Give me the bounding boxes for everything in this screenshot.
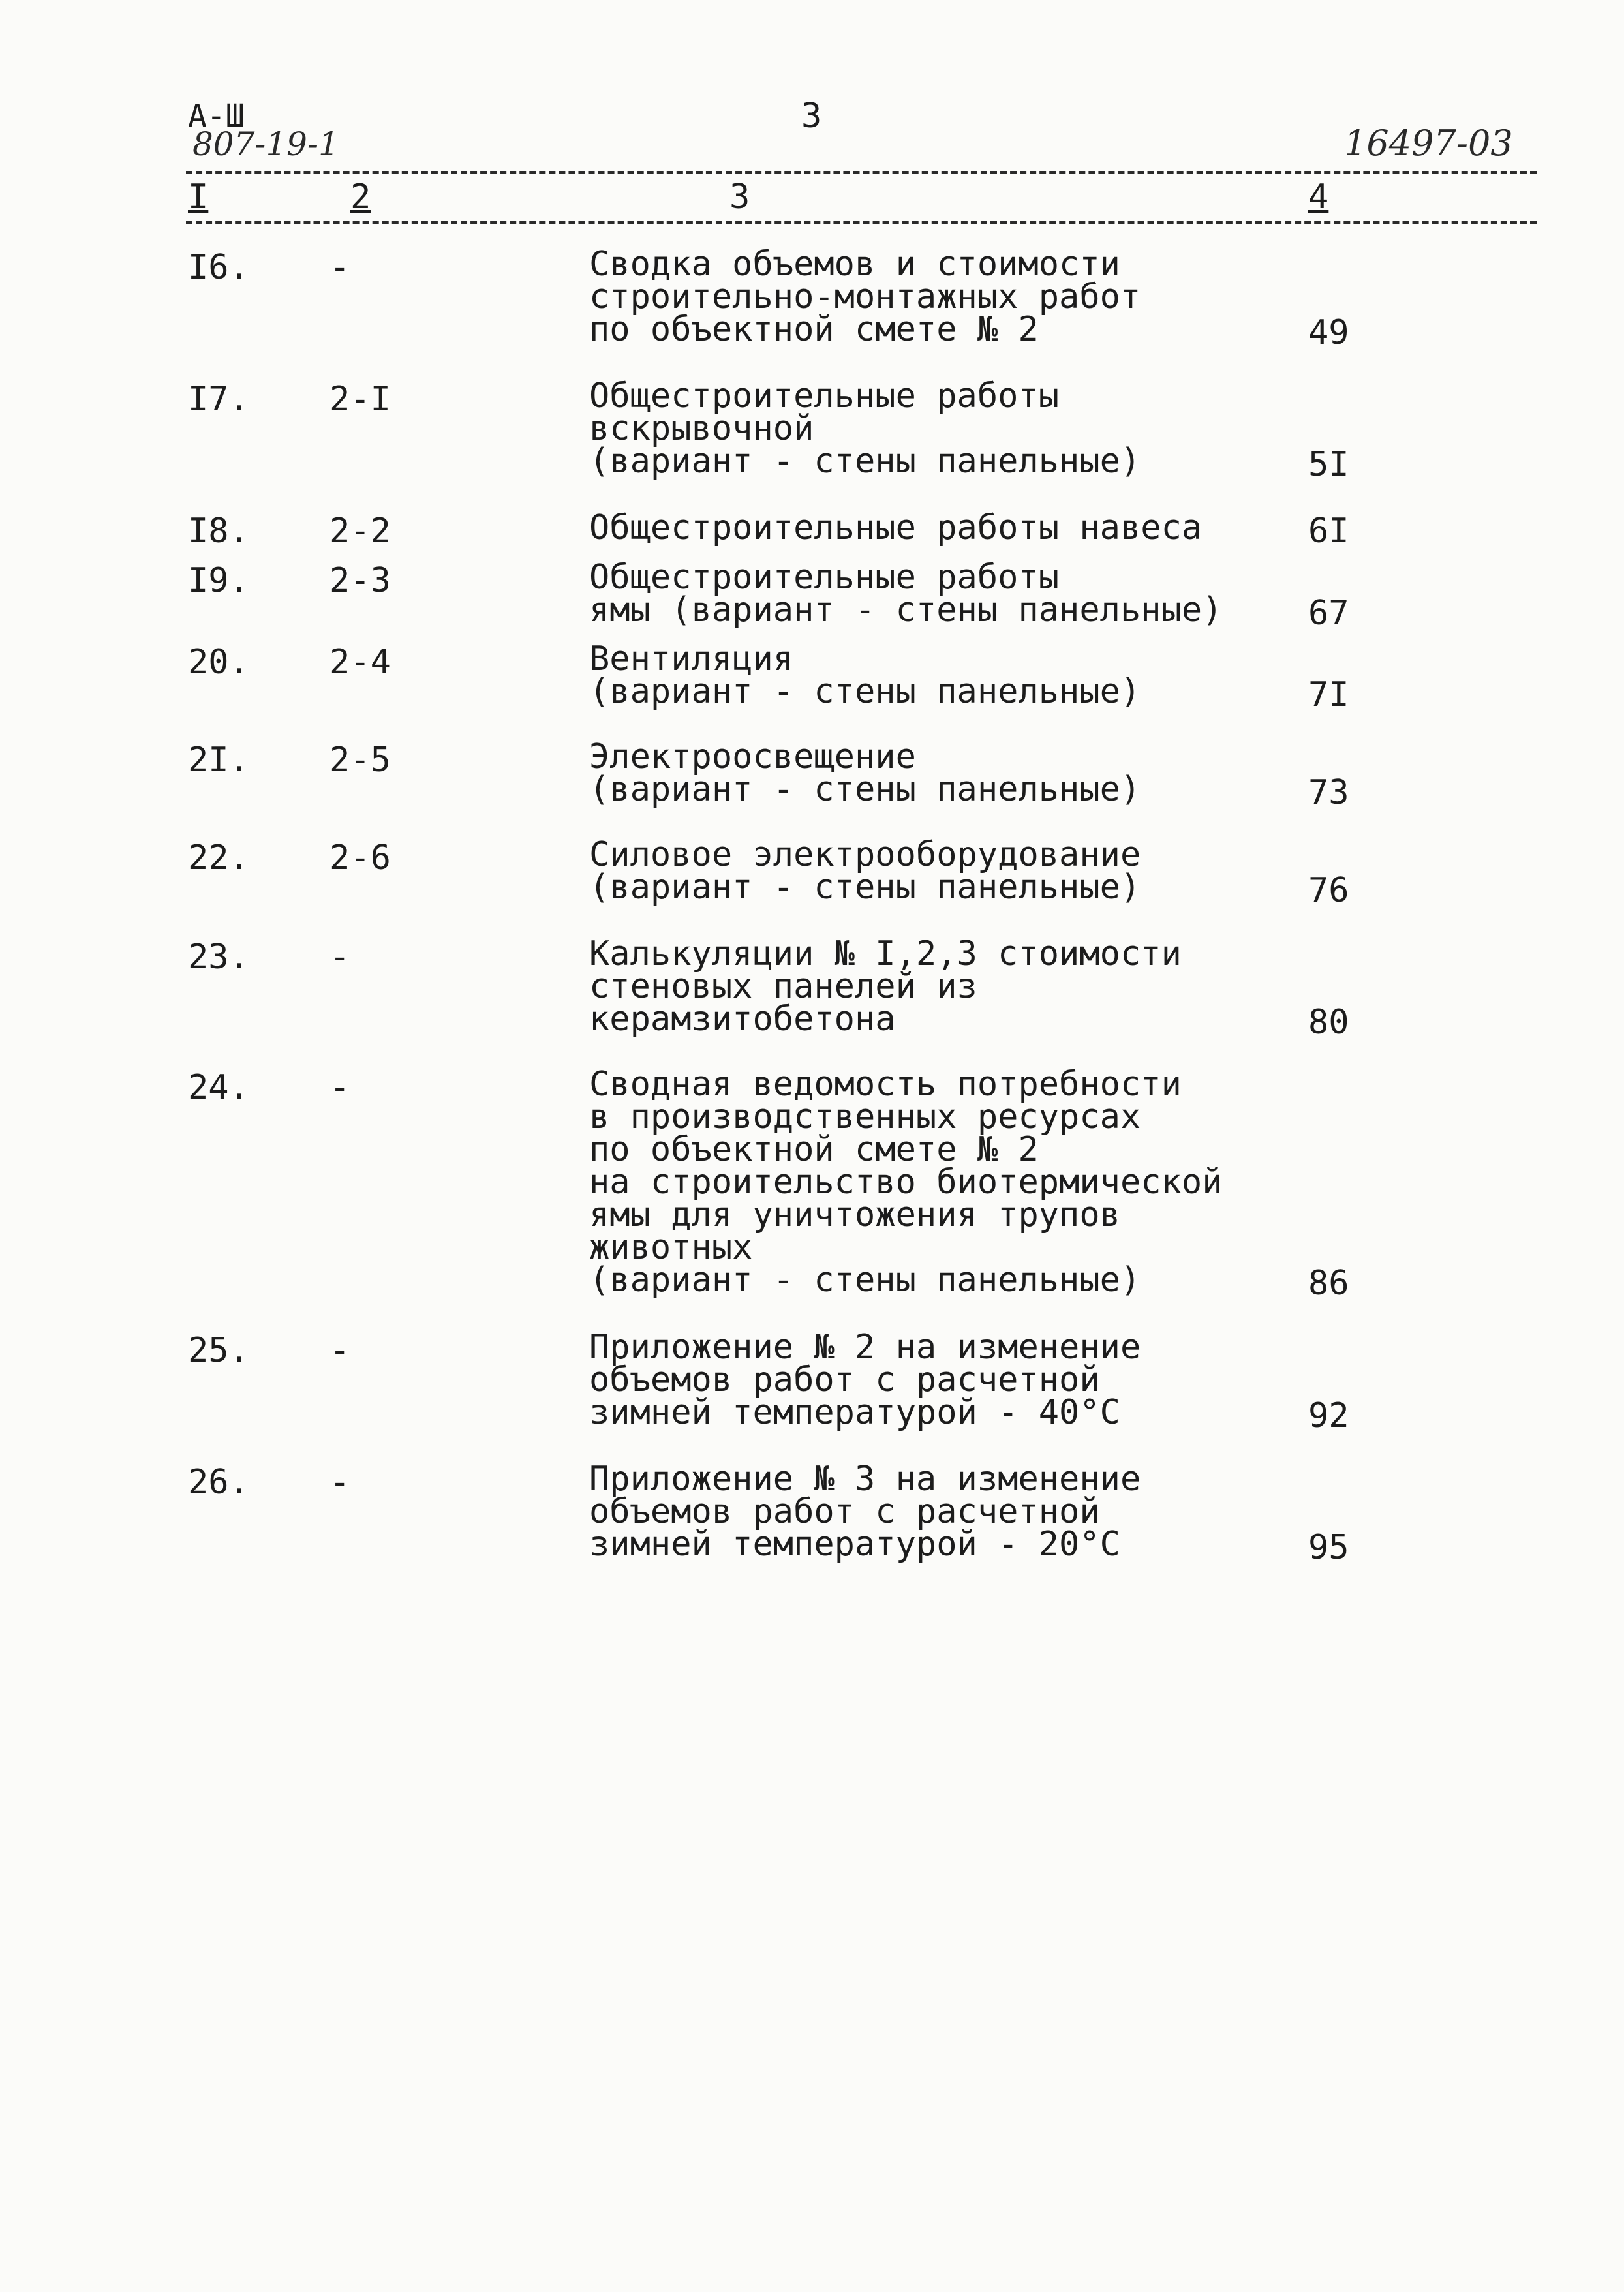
row-code: 2-4 xyxy=(329,643,391,682)
row-title-line: по объектной смете № 2 xyxy=(589,1130,1039,1169)
row-title-line: Общестроительные работы xyxy=(589,376,1060,416)
header-divider-bottom xyxy=(186,221,1537,224)
row-number: 23. xyxy=(188,938,249,977)
row-title-line: Сводка объемов и стоимости xyxy=(589,245,1120,284)
row-title-line: ямы для уничтожения трупов xyxy=(589,1195,1120,1234)
row-page: 95 xyxy=(1308,1528,1349,1567)
row-title-line: (вариант - стены панельные) xyxy=(589,442,1141,481)
row-title-line: строительно-монтажных работ xyxy=(589,277,1141,316)
row-title xyxy=(589,508,1203,547)
row-title xyxy=(589,376,1141,481)
row-title-line: Сводная ведомость потребности xyxy=(589,1065,1182,1104)
row-page: 6I xyxy=(1308,512,1349,551)
row-title-line: Силовое электрооборудование xyxy=(589,835,1141,874)
row-title-line: объемов работ с расчетной xyxy=(589,1492,1100,1531)
row-code: - xyxy=(329,248,350,287)
row-code: 2-2 xyxy=(329,512,391,551)
row-title-line: (вариант - стены панельные) xyxy=(589,1261,1141,1300)
row-title-line: керамзитобетона xyxy=(589,1000,896,1039)
row-title xyxy=(589,558,1223,630)
row-code: 2-3 xyxy=(329,561,391,600)
row-title-line: вскрывочной xyxy=(589,409,814,448)
row-title-line: животных xyxy=(589,1228,753,1267)
row-number: 20. xyxy=(188,643,249,682)
row-title-line: стеновых панелей из xyxy=(589,967,977,1006)
row-page: 80 xyxy=(1308,1003,1349,1042)
row-code: - xyxy=(329,1068,350,1107)
row-number: I7. xyxy=(188,380,249,419)
row-page: 5I xyxy=(1308,445,1349,484)
row-title-line: зимней температурой - 20°С xyxy=(589,1525,1120,1564)
row-page: 92 xyxy=(1308,1396,1349,1435)
row-title-line: ямы (вариант - стены панельные) xyxy=(589,590,1223,630)
row-title xyxy=(589,1065,1223,1300)
row-title-line: зимней температурой - 40°С xyxy=(589,1393,1120,1432)
row-page: 76 xyxy=(1308,871,1349,910)
row-title-line: (вариант - стены панельные) xyxy=(589,672,1141,711)
row-title xyxy=(589,1328,1141,1432)
row-code: - xyxy=(329,1331,350,1370)
row-title xyxy=(589,934,1182,1039)
row-code: - xyxy=(329,938,350,977)
row-number: I6. xyxy=(188,248,249,287)
row-title-line: Калькуляции № I,2,3 стоимости xyxy=(589,934,1182,973)
column-header-3: 3 xyxy=(729,177,750,217)
column-header-2: 2 xyxy=(350,177,371,217)
row-number: 26. xyxy=(188,1463,249,1502)
row-number: I9. xyxy=(188,561,249,600)
row-title-line: (вариант - стены панельные) xyxy=(589,868,1141,907)
row-page: 67 xyxy=(1308,594,1349,633)
page-number: 3 xyxy=(801,97,822,136)
row-code: 2-5 xyxy=(329,741,391,780)
row-title xyxy=(589,245,1141,349)
row-title-line: на строительство биотермической xyxy=(589,1163,1223,1202)
row-title xyxy=(589,1459,1141,1564)
series-code: А-Ш xyxy=(188,98,245,134)
row-title-line: (вариант - стены панельные) xyxy=(589,770,1141,809)
row-title-line: Вентиляция xyxy=(589,639,794,679)
row-page: 49 xyxy=(1308,313,1349,352)
column-header-1: I xyxy=(188,177,209,217)
row-title xyxy=(589,639,1141,711)
header-divider-top xyxy=(186,171,1537,174)
row-title-line: объемов работ с расчетной xyxy=(589,1360,1100,1399)
row-code: - xyxy=(329,1463,350,1502)
column-header-4: 4 xyxy=(1308,177,1329,217)
row-number: 22. xyxy=(188,838,249,878)
row-page: 86 xyxy=(1308,1264,1349,1303)
row-title-line: по объектной смете № 2 xyxy=(589,310,1039,349)
row-title-line: Общестроительные работы xyxy=(589,558,1060,597)
row-number: 25. xyxy=(188,1331,249,1370)
row-code: 2-I xyxy=(329,380,391,419)
row-title-line: Электроосвещение xyxy=(589,737,916,776)
row-title xyxy=(589,737,1141,809)
row-number: 2I. xyxy=(188,741,249,780)
row-page: 7I xyxy=(1308,675,1349,714)
project-number: 807-19-1 xyxy=(192,125,339,163)
row-number: I8. xyxy=(188,512,249,551)
row-title-line: в производственных ресурсах xyxy=(589,1097,1141,1137)
row-title-line: Приложение № 2 на изменение xyxy=(589,1328,1141,1367)
row-code: 2-6 xyxy=(329,838,391,878)
archive-number: 16497-03 xyxy=(1344,123,1513,164)
row-title xyxy=(589,835,1141,907)
row-title-line: Приложение № 3 на изменение xyxy=(589,1459,1141,1499)
row-title-line: Общестроительные работы навеса xyxy=(589,508,1203,547)
row-number: 24. xyxy=(188,1068,249,1107)
row-page: 73 xyxy=(1308,773,1349,812)
